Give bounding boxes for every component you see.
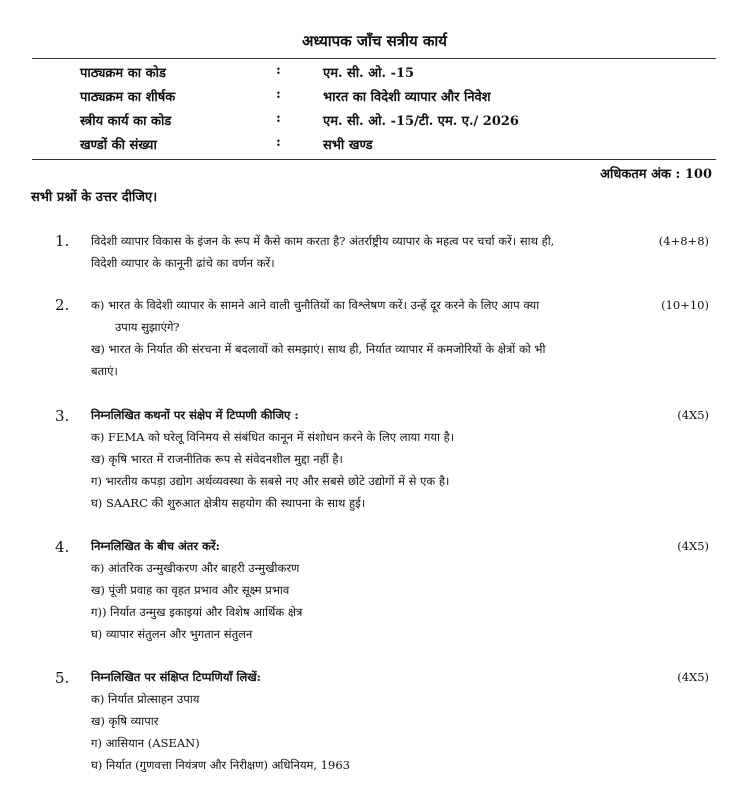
max-marks: अधिकतम अंक : 100 [600,167,712,182]
meta-value: सभी खण्ड [323,138,373,153]
question-body [91,294,545,382]
meta-row-course-title [0,87,749,111]
question-line: विदेशी व्यापार विकास के इंजन के रूप में कैसे काम करता है? अंतर्राष्ट्रीय व्यापार के महत्व पर चर्चा करें। साथ ही, [91,234,555,248]
question-line: बताएं। [91,364,118,378]
meta-label: पाठ्यक्रम का शीर्षक [80,90,176,105]
question-marks: (4X5) [677,408,709,422]
question-number: 1. [55,232,70,250]
meta-row-blocks [0,135,749,159]
question-marks: (4X5) [677,670,709,684]
meta-colon: : [276,135,281,150]
question-line: क) भारत के विदेशी व्यापार के सामने आने वाली चुनौतियों का विश्लेषण करें। उन्हें दूर करने के लिए आप क्या [91,298,540,312]
question-heading: निम्नलिखित पर संक्षिप्त टिप्पणियाँ लिखें: [91,670,261,684]
meta-colon: : [276,87,281,102]
question-body [91,535,302,645]
question-line: विदेशी व्यापार के कानूनी ढांचे का वर्णन करें। [91,256,275,270]
question-item: ग) भारतीय कपड़ा उद्योग अर्थव्यवस्था के सबसे नए और सबसे छोटे उद्योगों में से एक है। [91,474,450,488]
document-title: अध्यापक जाँच सत्रीय कार्य [301,32,448,50]
question-body [91,404,454,514]
question-item: ग) आसियान (ASEAN) [91,736,200,750]
question-line: उपाय सुझाएंगे? [115,320,180,334]
question-marks: (4+8+8) [658,234,709,248]
question-item: क) निर्यात प्रोत्साहन उपाय [91,692,200,706]
question-number: 2. [55,296,70,314]
header-bottom-rule [32,159,716,160]
header-top-rule [32,58,716,59]
meta-value: भारत का विदेशी व्यापार और निवेश [323,90,491,105]
question-item: ग)) निर्यात उन्मुख इकाइयां और विशेष आर्थिक क्षेत्र [91,605,303,619]
question-body [91,230,554,274]
meta-row-course-code [0,63,749,87]
question-item: क) FEMA को घरेलू विनिमय से संबंधित कानून में संशोधन करने के लिए लाया गया है। [91,430,455,444]
question-body [91,666,350,776]
meta-label: पाठ्यक्रम का कोड [80,66,166,81]
question-item: घ) SAARC की शुरुआत क्षेत्रीय सहयोग की स्थापना के साथ हुई। [91,496,366,510]
question-line: ख) भारत के निर्यात की संरचना में बदलावों को समझाएं। साथ ही, निर्यात व्यापार में कमजोरियों के क्षेत्रों को भी [91,342,546,356]
question-marks: (4X5) [677,539,709,553]
question-item: ख) कृषि भारत में राजनीतिक रूप से संवेदनशील मुद्दा नहीं है। [91,452,343,466]
question-item: घ) निर्यात (गुणवत्ता नियंत्रण और निरीक्षण) अधिनियम, 1963 [91,758,350,772]
instruction: सभी प्रश्नों के उत्तर दीजिए। [31,190,158,205]
question-heading: निम्नलिखित के बीच अंतर करें: [91,539,220,553]
meta-colon: : [276,111,281,126]
question-heading: निम्नलिखित कथनों पर संक्षेप में टिप्पणी कीजिए : [91,408,299,422]
question-number: 3. [55,407,70,425]
question-number: 5. [55,669,70,687]
question-item: घ) व्यापार संतुलन और भुगतान संतुलन [91,627,253,641]
meta-label: खण्डों की संख्या [80,138,157,153]
meta-value: एम. सी. ओ. -15/टी. एम. ए./ 2026 [323,114,519,129]
question-item: ख) पूंजी प्रवाह का वृहत प्रभाव और सूक्ष्म प्रभाव [91,583,290,597]
meta-colon: : [276,63,281,78]
question-number: 4. [55,538,70,556]
question-item: ख) कृषि व्यापार [91,714,159,728]
meta-value: एम. सी. ओ. -15 [323,66,415,81]
question-marks: (10+10) [661,298,709,312]
meta-row-assignment-code [0,111,749,135]
question-item: क) आंतरिक उन्मुखीकरण और बाहरी उन्मुखीकरण [91,561,300,575]
meta-label: स्त्रीय कार्य का कोड [80,114,172,129]
